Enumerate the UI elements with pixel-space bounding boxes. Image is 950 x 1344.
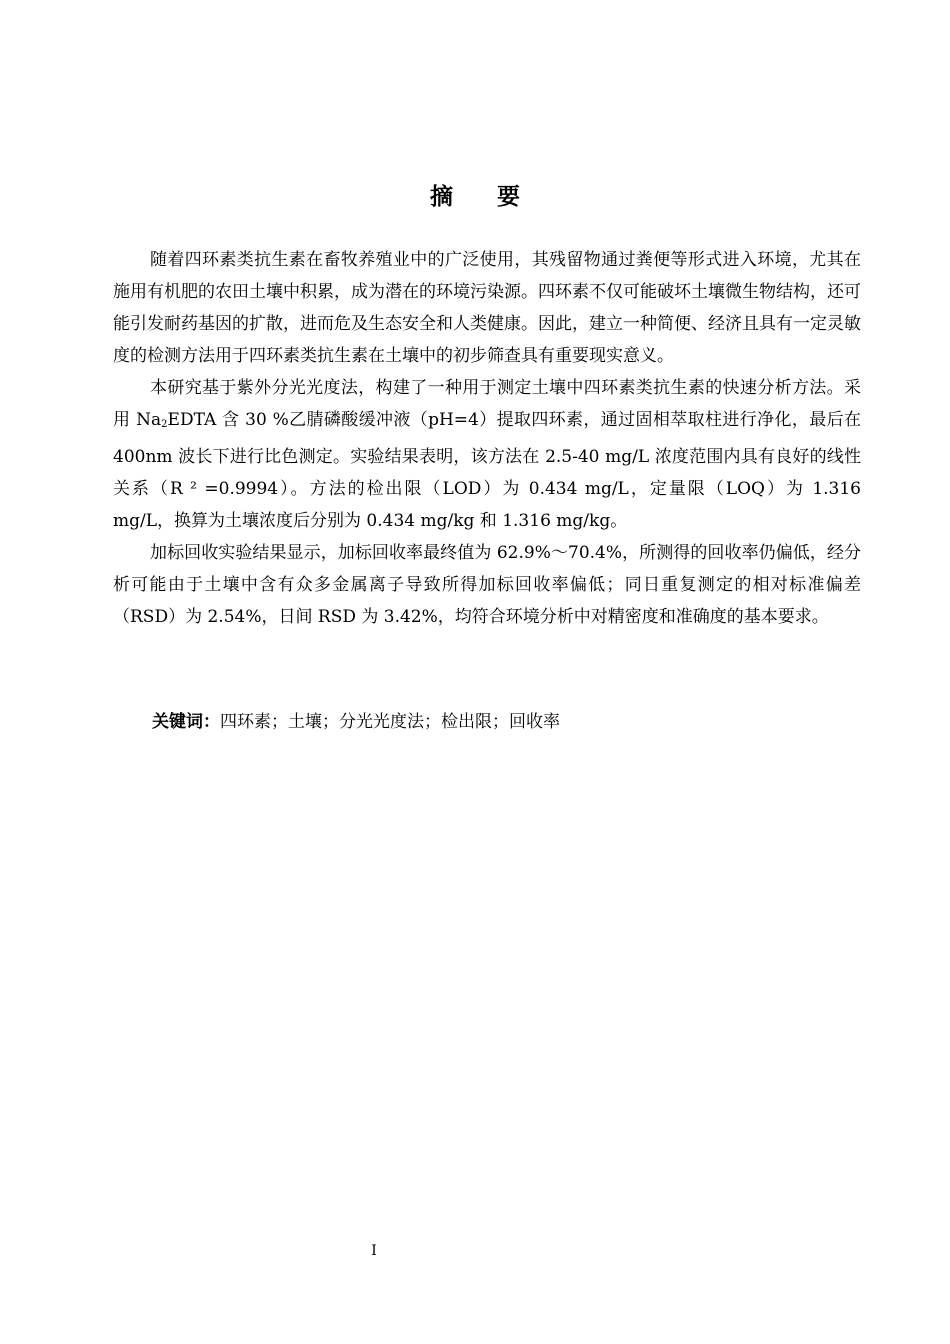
subscript-2: 2	[161, 419, 168, 430]
paragraph-results: 加标回收实验结果显示，加标回收率最终值为 62.9%～70.4%，所测得的回收率仍偏低，经分析可能由于土壤中含有众多金属离子导致所得加标回收率偏低；同日重复测定的相对标准偏差（RSD）为 2.54%，日间 RSD 为 3.42%，均符合环境分析中对精密度和准确度的基本要求。	[113, 543, 861, 627]
keywords-text: 四环素；土壤；分光光度法；检出限；回收率	[220, 712, 560, 732]
paragraph-background: 随着四环素类抗生素在畜牧养殖业中的广泛使用，其残留物通过粪便等形式进入环境，尤其在施用有机肥的农田土壤中积累，成为潜在的环境污染源。四环素不仅可能破坏土壤微生物结构，还可能引发耐药基因的扩散，进而危及生态安全和人类健康。因此，建立一种简便、经济且具有一定灵敏度的检测方法用于四环素类抗生素在土壤中的初步筛查具有重要现实意义。	[113, 250, 861, 366]
paragraph-method	[113, 372, 861, 537]
keywords-label: 关键词：	[152, 712, 220, 732]
paragraph-method-part-1: 本研究基于紫外分光光度法，构建了一种用于测定土壤中四环素类抗生素的快速分析方法。采用 Na	[113, 378, 861, 430]
title-char-1: 摘	[430, 184, 453, 210]
abstract-title	[0, 178, 950, 211]
abstract-body	[113, 244, 861, 633]
title-char-2: 要	[497, 184, 520, 210]
page-number: I	[371, 1243, 377, 1259]
paragraph-method-part-2: EDTA 含 30 %乙腈磷酸缓冲液（pH=4）提取四环素，通过固相萃取柱进行净化，最后在 400nm 波长下进行比色测定。实验结果表明，该方法在 2.5-40 mg/L 浓度范围内具有良好的线性关系（R ² =0.9994）。方法的检出限（LOD）为 0.434 mg/L，定量限（LOQ）为 1.316 mg/L，换算为土壤浓度后分别为 0.434 mg/kg 和 1.316 mg/kg。	[113, 410, 861, 531]
keywords-line	[152, 706, 560, 738]
